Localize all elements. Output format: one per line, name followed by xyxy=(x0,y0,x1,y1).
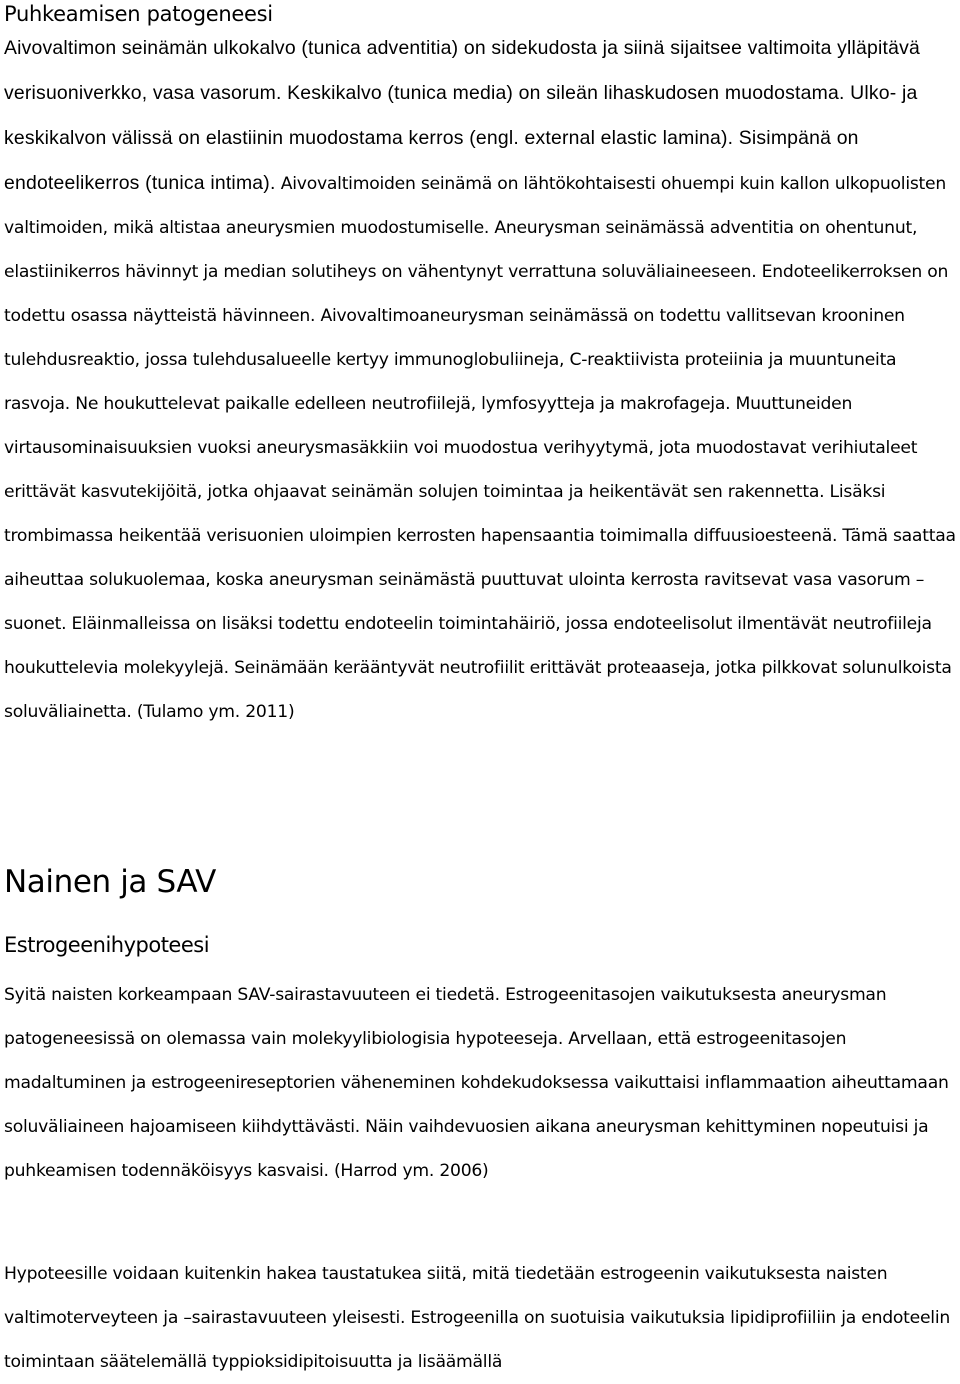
paragraph-lead-text: Aivovaltimon seinämän ulkokalvo (tunica adventitia) on sidekudosta ja siinä sijaitsee valtimoita ylläpitävä verisuoniverkko, vasa vasorum. Keskikalvo (tunica media) on sileän lihaskudosen muodostama. Ulko- ja keskikalvon välissä on elastiinin muodostama kerros (engl. external elastic lamina). Sisimpänä on endoteelikerros (tunica intima). xyxy=(4,37,920,194)
section-heading-nainen-ja-sav: Nainen ja SAV xyxy=(4,864,216,900)
paragraph-pathogenesis xyxy=(4,26,956,734)
paragraph-body-text: Aivovaltimoiden seinämä on lähtökohtaisesti ohuempi kuin kallon ulkopuolisten valtimoiden, mikä altistaa aneurysmien muodostumiselle. Aneurysman seinämässä adventitia on ohentunut, elastiinikerros hävinnyt ja median solutiheys on vähentynyt verrattuna soluväliaineeseen. Endoteelikerroksen on todettu osassa näytteistä hävinneen. Aivovaltimoaneurysman seinämässä on todettu vallitsevan krooninen tulehdusreaktio, jossa tulehdusalueelle kertyy immunoglobuliineja, C-reaktiivista proteiinia ja muuntuneita rasvoja. Ne houkuttelevat paikalle edelleen neutrofiilejä, lymfosyytteja ja makrofageja. Muuttuneiden virtausominaisuuksien vuoksi aneurysmasäkkiin voi muodostua verihyytymä, jota muodostavat verihiutaleet erittävät kasvutekijöitä, jotka ohjaavat seinämän solujen toimintaa ja heikentävät sen rakennetta. Lisäksi trombimassa heikentää verisuonien uloimpien kerrosten hapensaantia toimimalla diffuusioesteenä. Tämä saattaa aiheuttaa solukuolemaa, koska aneurysman seinämästä puuttuvat ulointa kerrosta ravitsevat vasa vasorum –suonet. Eläinmalleissa on lisäksi todettu endoteelin toimintahäiriö, jossa endoteelisolut ilmentävät neutrofiileja houkuttelevia molekyylejä. Seinämään kerääntyvät neutrofiilit erittävät proteaaseja, jotka pilkkovat solunulkoista soluväliainetta. (Tulamo ym. 2011) xyxy=(4,174,956,722)
section-heading-pathogenesis: Puhkeamisen patogeneesi xyxy=(4,2,273,26)
paragraph-estrogen-2: Hypoteesille voidaan kuitenkin hakea taustatukea siitä, mitä tiedetään estrogeenin vaikutuksesta naisten valtimoterveyteen ja –sairastavuuteen yleisesti. Estrogeenilla on suotuisia vaikutuksia lipidiprofiiliin ja endoteelin toimintaan säätelemällä typpioksidipitoisuutta ja lisäämällä xyxy=(4,1264,950,1372)
paragraph-estrogen-1: Syitä naisten korkeampaan SAV-sairastavuuteen ei tiedetä. Estrogeenitasojen vaikutuksesta aneurysman patogeneesissä on olemassa vain molekyylibiologisia hypoteeseja. Arvellaan, että estrogeenitasojen madaltuminen ja estrogeenireseptorien väheneminen kohdekudoksessa vaikuttaisi inflammaation aiheuttamaan soluväliaineen hajoamiseen kiihdyttävästi. Näin vaihdevuosien aikana aneurysman kehittyminen nopeutuisi ja puhkeamisen todennäköisyys kasvaisi. (Harrod ym. 2006) xyxy=(4,985,949,1181)
subheading-estrogen-hypothesis: Estrogeenihypoteesi xyxy=(4,933,210,957)
